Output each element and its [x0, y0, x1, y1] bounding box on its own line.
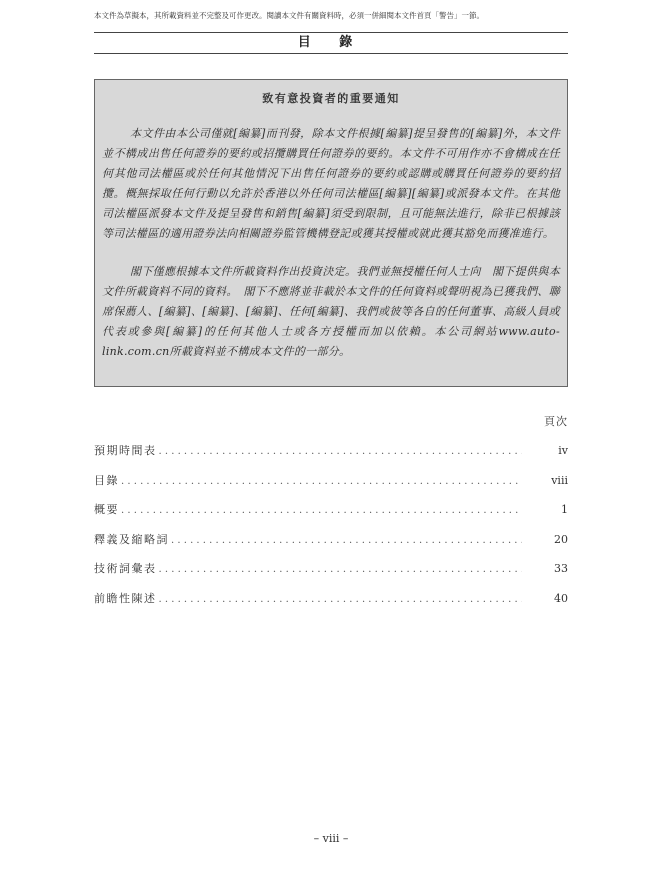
toc-leader-dots [121, 505, 522, 516]
page-number: – viii – [313, 832, 349, 845]
toc-entry-label: 預期時間表 [94, 444, 157, 457]
toc-entry-expected-timetable[interactable] [94, 442, 568, 472]
title-bar [94, 32, 568, 54]
toc-entry-page: viii [551, 473, 568, 487]
toc-entry-label: 概要 [94, 503, 119, 516]
toc-entry-summary[interactable] [94, 501, 568, 531]
draft-disclaimer: 本文件為草擬本，其所載資料並不完整及可作更改。閱讀本文件有關資料時，必須一併細閱本文件首頁「警告」一節。 [94, 11, 484, 20]
page-title: 目 錄 [297, 35, 365, 50]
table-of-contents [94, 442, 568, 619]
important-notice-box [94, 79, 568, 387]
toc-entry-contents[interactable] [94, 472, 568, 502]
notice-paragraph-2: 閣下僅應根據本文件所載資料作出投資決定。我們並無授權任何人士向 閣下提供與本文件所載資料不同的資料。 閣下不應將並非載於本文件的任何資料或聲明視為已獲我們、聯席保薦人、[編纂]、[編纂]、[編纂]、任何[編纂]、我們或彼等各自的任何董事、高級人員或代表或參與[編纂]的任何其他人士或各方授權而加以依賴。本公司網站www.auto-link.com.cn所載資料並不構成本文件的一部分。 [102, 265, 560, 358]
notice-paragraph-1: 本文件由本公司僅就[編纂]而刊發，除本文件根據[編纂]提呈發售的[編纂]外，本文件並不構成出售任何證券的要約或招攬購買任何證券的要約。本文件不可用作亦不會構成在任何其他司法權區或於任何其他情況下出售任何證券的要約或認購或購買任何證券的要約招攬。概無採取任何行動以允許於香港以外任何司法權區[編纂][編纂]或派發本文件。在其他司法權區派發本文件及提呈發售和銷售[編纂]須受到限制，且可能無法進行，除非已根據該等司法權區的適用證券法向相關證券監管機構登記或獲其授權或就此獲其豁免而獲准進行。 [102, 127, 560, 240]
toc-entry-label: 技術詞彙表 [94, 562, 157, 575]
toc-entry-page: iv [558, 444, 568, 457]
toc-entry-label: 前瞻性陳述 [94, 591, 157, 605]
toc-entry-label: 釋義及縮略詞 [94, 532, 169, 546]
toc-entry-definitions[interactable] [94, 531, 568, 561]
toc-leader-dots [159, 594, 523, 605]
toc-leader-dots [159, 564, 523, 575]
notice-title: 致有意投資者的重要通知 [262, 92, 400, 105]
toc-pages-header: 頁次 [544, 415, 568, 428]
toc-entry-page: 40 [554, 591, 568, 605]
toc-entry-page: 33 [554, 562, 568, 575]
toc-entry-page: 1 [561, 503, 568, 516]
toc-leader-dots [121, 476, 522, 487]
toc-entry-page: 20 [554, 532, 568, 546]
toc-leader-dots [171, 535, 522, 546]
toc-entry-forward-looking[interactable] [94, 590, 568, 620]
toc-leader-dots [159, 446, 523, 457]
toc-entry-label: 目錄 [94, 473, 119, 487]
toc-entry-glossary[interactable] [94, 560, 568, 590]
